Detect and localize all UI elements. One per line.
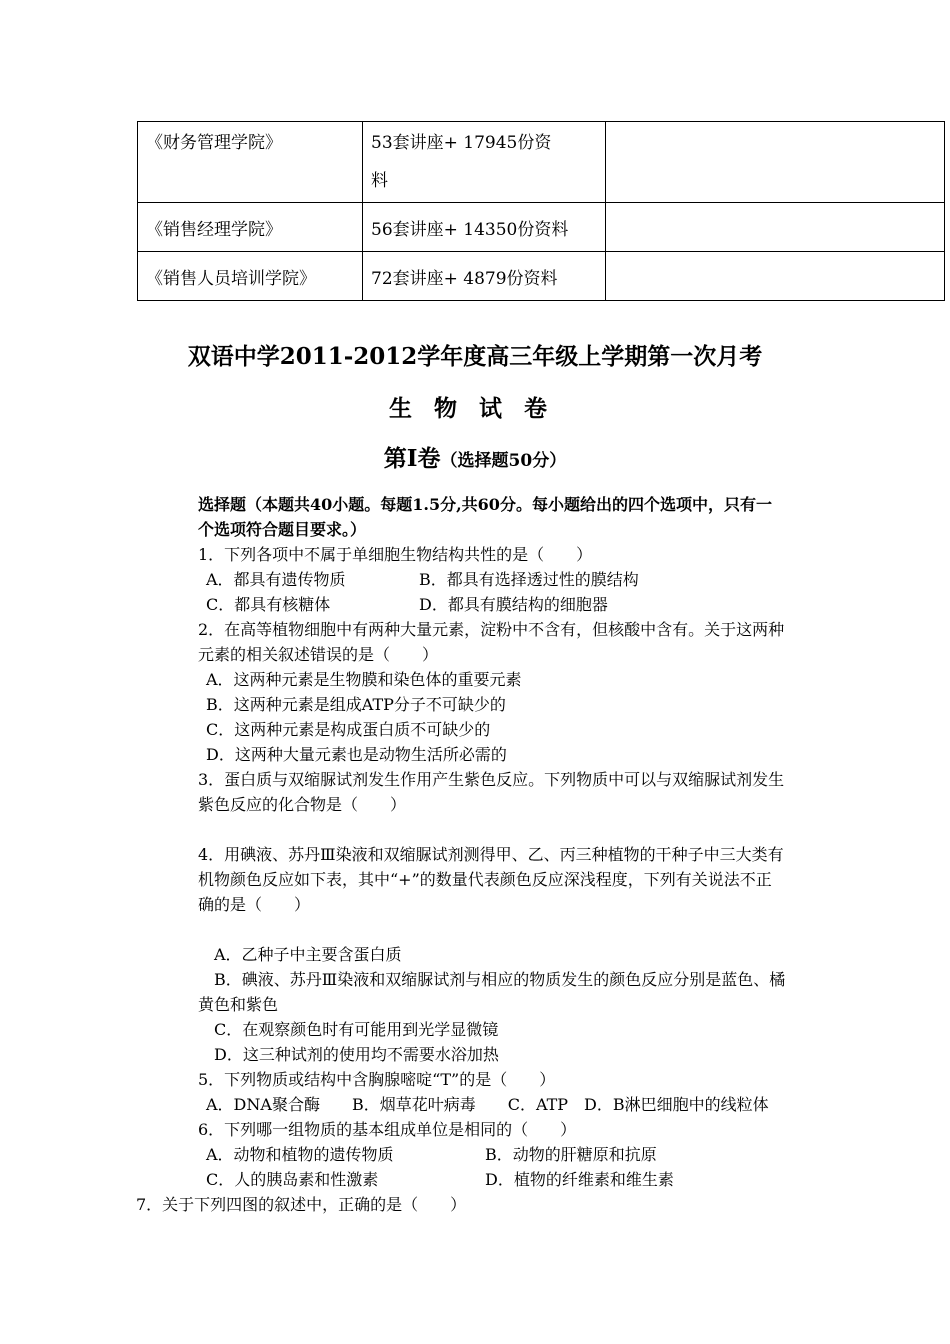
- table-cell-extra: [606, 203, 945, 252]
- question-2-option-c: C．这两种元素是构成蛋白质不可缺少的: [206, 720, 491, 739]
- table-cell-content: 53套讲座+ 17945份资 料: [363, 122, 606, 203]
- question-1-option-d: D．都具有膜结构的细胞器: [419, 595, 608, 614]
- exam-subject: 生物试卷: [389, 395, 569, 422]
- question-6-option-d: D．植物的纤维素和维生素: [485, 1170, 674, 1189]
- section-title: [0, 440, 950, 473]
- question-5-options: A．DNA聚合酶 B．烟草花叶病毒 C．ATP D．B淋巴细胞中的线粒体: [206, 1095, 769, 1114]
- question-5-stem: 5．下列物质或结构中含胸腺嘧啶“T”的是（ ）: [198, 1070, 556, 1089]
- table-cell-extra: [606, 122, 945, 203]
- question-1-option-b: B．都具有选择透过性的膜结构: [419, 570, 639, 589]
- table-row: [138, 203, 945, 252]
- section-label: 第Ⅰ卷: [383, 445, 441, 472]
- question-6-option-c: C．人的胰岛素和性激素: [206, 1170, 379, 1189]
- instructions-line: 选择题（本题共40小题。每题1.5分,共60分。每小题给出的四个选项中，只有一: [198, 495, 772, 514]
- question-2-option-d: D．这两种大量元素也是动物生活所必需的: [206, 745, 507, 764]
- question-4-stem: 确的是（ ）: [198, 895, 311, 914]
- question-4-option-b: B．碘液、苏丹Ⅲ染液和双缩脲试剂与相应的物质发生的颜色反应分别是蓝色、橘: [214, 970, 786, 989]
- question-7-stem: 7．关于下列四图的叙述中，正确的是（ ）: [136, 1195, 467, 1214]
- exam-title: 双语中学2011-2012学年度高三年级上学期第一次月考: [187, 343, 763, 370]
- question-4-stem: 4．用碘液、苏丹Ⅲ染液和双缩脲试剂测得甲、乙、丙三种植物的干种子中三大类有: [198, 845, 784, 864]
- question-3-stem: 3．蛋白质与双缩脲试剂发生作用产生紫色反应。下列物质中可以与双缩脲试剂发生: [198, 770, 785, 789]
- question-2-option-a: A．这两种元素是生物膜和染色体的重要元素: [206, 670, 522, 689]
- question-4-option-a: A．乙种子中主要含蛋白质: [214, 945, 402, 964]
- question-6-option-b: B．动物的肝糖原和抗原: [485, 1145, 657, 1164]
- question-6-option-a: A．动物和植物的遗传物质: [206, 1145, 394, 1164]
- instructions-line: 个选项符合题目要求。）: [198, 520, 367, 539]
- resource-table: [137, 121, 945, 301]
- table-cell-content: 56套讲座+ 14350份资料: [363, 203, 606, 252]
- table-cell-content: 72套讲座+ 4879份资料: [363, 252, 606, 301]
- table-cell-name: 《财务管理学院》: [138, 122, 363, 203]
- table-cell-extra: [606, 252, 945, 301]
- table-row: [138, 252, 945, 301]
- question-4-option-b: 黄色和紫色: [198, 995, 279, 1014]
- table-cell-name: 《销售经理学院》: [138, 203, 363, 252]
- question-4-option-d: D．这三种试剂的使用均不需要水浴加热: [214, 1045, 499, 1064]
- question-1-stem: 1．下列各项中不属于单细胞生物结构共性的是（ ）: [198, 545, 593, 564]
- question-2-stem: 2．在高等植物细胞中有两种大量元素，淀粉中不含有，但核酸中含有。关于这两种: [198, 620, 785, 639]
- question-2-stem: 元素的相关叙述错误的是（ ）: [198, 645, 439, 664]
- table-row: [138, 122, 945, 203]
- table-cell-name: 《销售人员培训学院》: [138, 252, 363, 301]
- question-4-stem: 机物颜色反应如下表，其中“+”的数量代表颜色反应深浅程度，下列有关说法不正: [198, 870, 772, 889]
- section-note: （选择题50分）: [440, 451, 567, 471]
- question-1-option-a: A．都具有遗传物质: [206, 570, 346, 589]
- question-1-option-c: C．都具有核糖体: [206, 595, 331, 614]
- question-3-stem: 紫色反应的化合物是（ ）: [198, 795, 407, 814]
- question-6-stem: 6．下列哪一组物质的基本组成单位是相同的（ ）: [198, 1120, 577, 1139]
- question-2-option-b: B．这两种元素是组成ATP分子不可缺少的: [206, 695, 506, 714]
- question-4-option-c: C．在观察颜色时有可能用到光学显微镜: [214, 1020, 499, 1039]
